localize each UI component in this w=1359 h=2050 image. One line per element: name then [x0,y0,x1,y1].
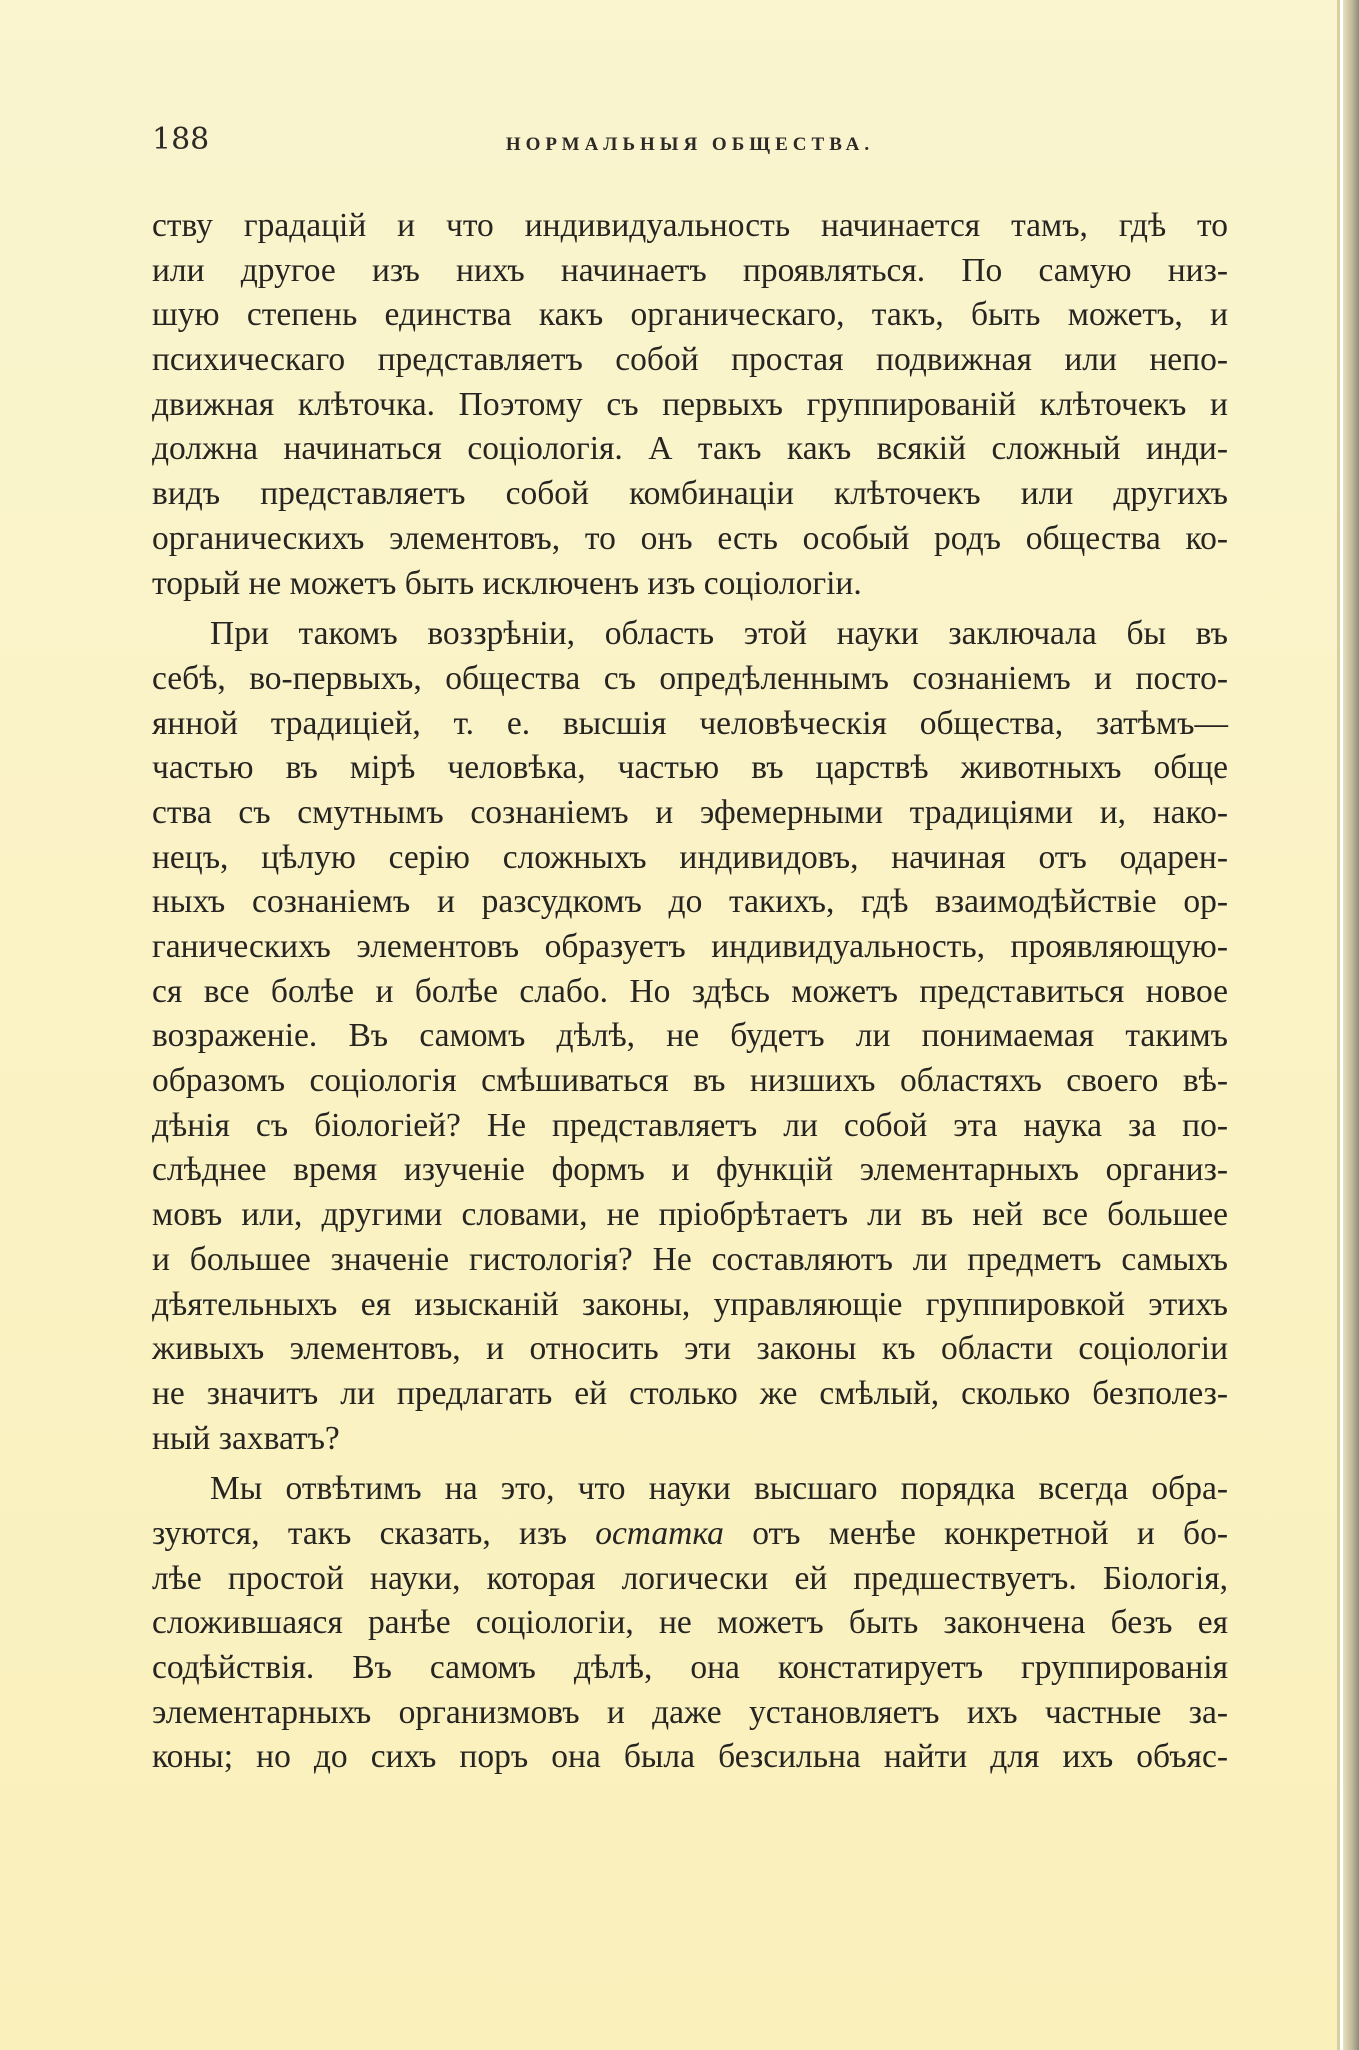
text-line: движная клѣточка. Поэтому съ первыхъ группированій клѣточекъ и [152,385,1228,423]
text-line: слѣднее время изученіе формъ и функцій элементарныхъ организ- [152,1151,1228,1189]
paragraph [152,1467,1228,1780]
text-line: и большее значеніе гистологія? Не составляютъ ли предметъ самыхъ [152,1240,1228,1278]
text-line: содѣйствія. Въ самомъ дѣлѣ, она констатируетъ группированія [152,1649,1228,1686]
text-line: образомъ соціологія смѣшиваться въ низшихъ областяхъ своего вѣ- [152,1062,1228,1100]
emphasized-word: остатка [595,1514,724,1552]
text-line: ныхъ сознаніемъ и разсудкомъ до такихъ, гдѣ взаимодѣйствіе ор- [152,883,1228,921]
text-line: частью въ мірѣ человѣка, частью въ царствѣ животныхъ обще [152,749,1228,787]
text-line: видъ представляетъ собой комбинаціи клѣточекъ или другихъ [152,475,1228,513]
text-line: сложившаяся ранѣе соціологіи, не можетъ быть закончена безъ ея [152,1604,1228,1642]
text-line: ный захватъ? [152,1419,340,1457]
text-line: шую степень единства какъ органическаго, такъ, быть можетъ, и [152,296,1228,334]
running-title: НОРМАЛЬНЫЯ ОБЩЕСТВА. [505,134,875,155]
text-line: возраженіе. Въ самомъ дѣлѣ, не будетъ ли понимаемая такимъ [152,1017,1228,1055]
text-line: янной традиціей, т. е. высшія человѣческія общества, затѣмъ— [152,704,1228,742]
page-number: 188 [152,122,210,157]
text-segment: отъ менѣе конкретной и бо- [723,1514,1228,1552]
text-line: себѣ, во-первыхъ, общества съ опредѣленнымъ сознаніемъ и посто- [152,659,1228,697]
text-line: дѣнія съ біологіей? Не представляетъ ли собой эта наука за по- [152,1106,1228,1144]
text-line: или другое изъ нихъ начинаетъ проявляться. По самую низ- [152,251,1228,289]
text-line: мовъ или, другими словами, не пріобрѣтаетъ ли въ ней все большее [152,1196,1228,1234]
text-line: не значитъ ли предлагать ей столько же смѣлый, сколько безполез- [152,1374,1228,1412]
text-line: элементарныхъ организмовъ и даже установляетъ ихъ частные за- [152,1693,1228,1731]
text-line: дѣятельныхъ ея изысканій законы, управляющіе группировкой этихъ [152,1285,1228,1323]
page-edge-shadow [1343,0,1359,2050]
text-line: психическаго представляетъ собой простая подвижная или непо- [152,341,1228,379]
page-header [152,122,1228,172]
text-line: должна начинаться соціологія. А такъ какъ всякій сложный инди- [152,430,1228,468]
text-line: ся все болѣе и болѣе слабо. Но здѣсь можетъ представиться новое [152,972,1228,1010]
text-line: лѣе простой науки, которая логически ей предшествуетъ. Біологія, [152,1559,1228,1597]
body-text [152,204,1228,1780]
text-line: живыхъ элементовъ, и относить эти законы къ области соціологіи [152,1330,1228,1368]
text-line: коны; но до сихъ поръ она была безсильна найти для ихъ объяс- [152,1738,1228,1776]
text-line: При такомъ воззрѣніи, область этой науки заключала бы въ [210,615,1228,653]
text-segment: зуются, такъ сказать, изъ [152,1514,596,1552]
text-line: нецъ, цѣлую серію сложныхъ индивидовъ, начиная отъ одарен- [152,838,1228,876]
text-line: ству градацій и что индивидуальность начинается тамъ, гдѣ то [152,207,1228,244]
text-line: ганическихъ элементовъ образуетъ индивидуальность, проявляющую- [152,928,1228,965]
paragraph [152,204,1228,606]
text-line [152,1512,1228,1557]
text-line: Мы отвѣтимъ на это, что науки высшаго порядка всегда обра- [210,1470,1228,1508]
text-line: ства съ смутнымъ сознаніемъ и эфемерными традиціями и, нако- [152,793,1228,831]
text-line: торый не можетъ быть исключенъ изъ соціологіи. [152,564,862,602]
paragraph [152,612,1228,1461]
text-line: органическихъ элементовъ, то онъ есть особый родъ общества ко- [152,519,1228,557]
